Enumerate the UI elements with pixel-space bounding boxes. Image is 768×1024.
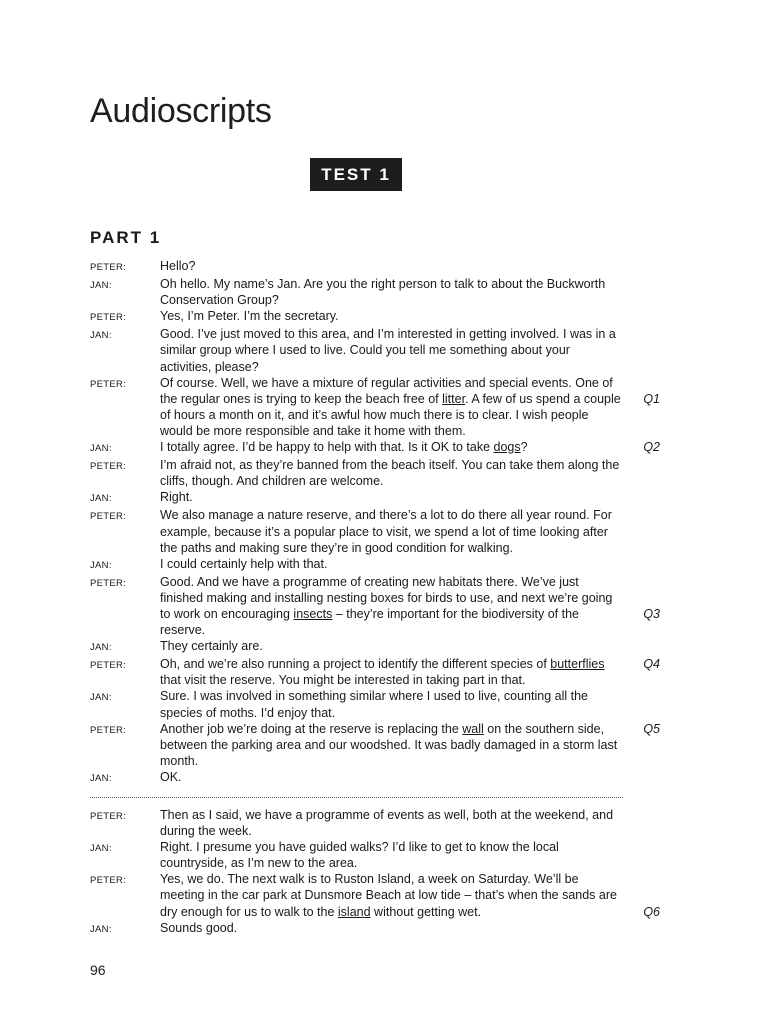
dialogue-line: [90, 839, 680, 871]
speech-text: [160, 920, 622, 936]
speaker-label: JAN:: [90, 330, 112, 342]
speech-segment: We also manage a nature reserve, and there’s a lot to do there all year round. For example, because it’s a popular place to visit, we spend a lot of time looking after the paths and making sure they’re in good condition for walking.: [160, 508, 612, 555]
test-badge: TEST 1: [310, 158, 402, 191]
dialogue-line: [90, 489, 680, 507]
speech-text: [160, 721, 622, 769]
speech-text: [160, 656, 622, 688]
question-column: [622, 721, 680, 737]
section-divider: [90, 797, 623, 798]
speech-segment: I could certainly help with that.: [160, 556, 328, 571]
speech-segment: Sounds good.: [160, 920, 238, 935]
question-column: [622, 574, 680, 622]
dialogue-line: [90, 439, 680, 457]
speech-text: [160, 688, 622, 720]
question-column: [622, 871, 680, 919]
speech-text: [160, 871, 622, 919]
speaker-label: PETER:: [90, 577, 127, 589]
dialogue-line: [90, 688, 680, 720]
speaker-label: PETER:: [90, 724, 127, 736]
speaker-label: PETER:: [90, 378, 127, 390]
speech-text: [160, 276, 622, 308]
speech-segment: Of course. Well, we have a mixture of regular activities and special events. One of the regular ones is trying to keep the beach free of: [160, 375, 613, 406]
dialogue-line: [90, 920, 680, 938]
speech-text: [160, 258, 622, 274]
dialogue-line: [90, 375, 680, 439]
dialogue-line: [90, 276, 680, 308]
speech-segment: Then as I said, we have a programme of events as well, both at the weekend, and during the week.: [160, 808, 614, 839]
dialogue-block-1: [90, 258, 680, 787]
speaker-label: PETER:: [90, 811, 127, 822]
dialogue-line: [90, 556, 680, 574]
speaker-label: JAN:: [90, 843, 112, 855]
speech-text: [160, 556, 622, 572]
speech-segment: on the southern side, between the parking area and our woodshed. It was badly damaged in a storm last month.: [160, 721, 618, 768]
speaker-label: JAN:: [90, 280, 112, 292]
speech-text: [160, 439, 622, 455]
question-column: [622, 375, 680, 407]
dialogue-line: [90, 638, 680, 656]
question-marker: Q1: [643, 391, 660, 406]
answer-keyword: insects: [293, 606, 333, 621]
speaker-label: JAN:: [90, 923, 112, 935]
dialogue-line: [90, 457, 680, 489]
speech-text: [160, 839, 622, 871]
speech-segment: Yes, we do. The next walk is to Ruston Island, a week on Saturday. We’ll be meeting in the car park at Dunsmore Beach at low tide – that’s when the sands are dry enough for us to walk to the: [160, 872, 617, 919]
speech-segment: OK.: [160, 769, 182, 784]
speaker-label: JAN:: [90, 493, 112, 505]
speech-text: [160, 638, 622, 654]
speech-segment: . A few of us spend a couple of hours a month on it, and it’s awful how much there is to clear. I wish people would be more responsible and take it home with them.: [160, 391, 621, 438]
speech-segment: Yes, I’m Peter. I’m the secretary.: [160, 309, 339, 324]
speaker-label: PETER:: [90, 511, 127, 523]
speech-text: [160, 807, 622, 839]
dialogue-line: [90, 769, 680, 787]
speaker-label: PETER:: [90, 461, 127, 473]
answer-keyword: island: [337, 904, 371, 919]
dialogue-line: [90, 326, 680, 374]
speech-segment: I’m afraid not, as they’re banned from the beach itself. You can take them along the cliffs, though. And children are welcome.: [160, 458, 620, 489]
speaker-label: JAN:: [90, 642, 112, 654]
part-heading: PART 1: [90, 228, 162, 247]
speaker-label: JAN:: [90, 443, 112, 455]
question-column: [622, 656, 680, 672]
speech-segment: Right. I presume you have guided walks? I’d like to get to know the local countryside, as I’m new to the area.: [160, 840, 559, 871]
speech-text: [160, 574, 622, 638]
dialogue-line: [90, 807, 680, 839]
dialogue-line: [90, 656, 680, 688]
answer-keyword: litter: [442, 391, 466, 406]
page-number: 96: [90, 962, 106, 978]
speech-text: [160, 326, 622, 374]
speech-text: [160, 489, 622, 505]
question-marker: Q6: [643, 904, 660, 919]
speech-segment: Good. I’ve just moved to this area, and I’m interested in getting involved. I was in a similar group where I used to live. Could you tell me something about your activities, please?: [160, 327, 616, 374]
speaker-label: JAN:: [90, 559, 112, 571]
question-marker: Q2: [643, 440, 660, 455]
speech-text: [160, 457, 622, 489]
speech-segment: Oh hello. My name’s Jan. Are you the right person to talk to about the Buckworth Conservation Group?: [160, 277, 606, 308]
question-column: [622, 439, 680, 455]
question-marker: Q5: [643, 721, 660, 736]
speech-text: [160, 769, 622, 785]
speaker-label: JAN:: [90, 772, 112, 784]
speaker-label: PETER:: [90, 312, 127, 324]
dialogue-line: [90, 574, 680, 638]
speech-segment: without getting wet.: [370, 904, 482, 919]
speech-segment: Oh, and we’re also running a project to identify the different species of: [160, 657, 551, 672]
speech-segment: Another job we’re doing at the reserve is replacing the: [160, 721, 463, 736]
question-marker: Q3: [643, 606, 660, 621]
speech-segment: – they’re important for the biodiversity of the reserve.: [160, 606, 579, 638]
audioscript: [90, 258, 680, 938]
answer-keyword: dogs: [493, 440, 521, 455]
speech-segment: ?: [520, 440, 528, 455]
dialogue-block-2: [90, 807, 680, 938]
speech-segment: They certainly are.: [160, 639, 263, 654]
speaker-label: PETER:: [90, 875, 127, 887]
page-title: Audioscripts: [90, 92, 272, 130]
speech-segment: Good. And we have a programme of creating new habitats there. We’ve just finished making and installing nesting boxes for birds to use, and next we’re going to work on encouraging: [160, 574, 613, 621]
speech-segment: Right.: [160, 490, 193, 505]
question-marker: Q4: [643, 657, 660, 672]
speaker-label: JAN:: [90, 692, 112, 704]
speech-segment: that visit the reserve. You might be interested in taking part in that.: [160, 673, 526, 688]
speech-segment: Sure. I was involved in something similar where I used to live, counting all the species of moths. I’d enjoy that.: [160, 689, 588, 720]
answer-keyword: wall: [462, 721, 484, 736]
speaker-label: PETER:: [90, 660, 127, 672]
dialogue-line: [90, 871, 680, 919]
dialogue-line: [90, 507, 680, 555]
dialogue-line: [90, 258, 680, 276]
speech-text: [160, 308, 622, 324]
speaker-label: PETER:: [90, 262, 127, 273]
speech-segment: I totally agree. I’d be happy to help with that. Is it OK to take: [160, 440, 494, 455]
speech-segment: Hello?: [160, 259, 196, 273]
dialogue-line: [90, 721, 680, 769]
dialogue-line: [90, 308, 680, 326]
answer-keyword: butterflies: [550, 657, 605, 672]
speech-text: [160, 507, 622, 555]
speech-text: [160, 375, 622, 439]
